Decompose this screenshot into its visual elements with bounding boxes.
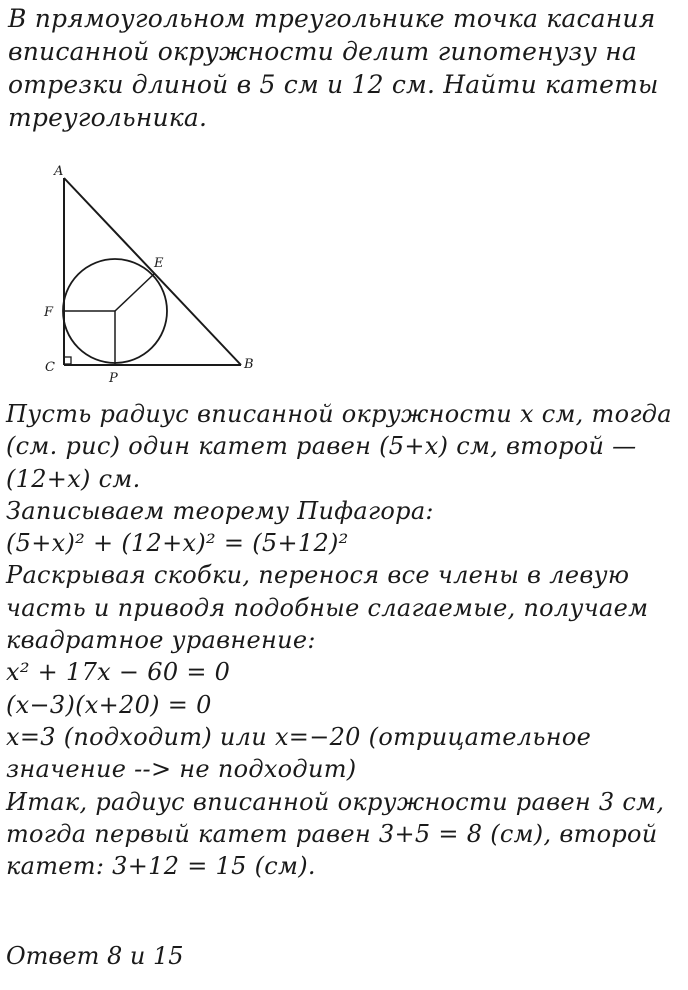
solution-line: Раскрывая скобки, перенося все члены в левую [6,561,630,590]
solution-line: часть и приводя подобные слагаемые, получаем [6,593,649,622]
label-b: B [244,357,254,372]
problem-line: вписанной окружности делит гипотенузу на [8,37,637,66]
label-f: F [44,305,54,320]
triangle-figure [38,158,278,394]
solution-line: (12+х) см. [6,464,141,493]
equation-line: (х−3)(х+20) = 0 [6,690,212,719]
problem-line: треугольника. [8,103,208,132]
solution-text [6,398,682,882]
answer-line: Ответ 8 и 15 [6,942,184,970]
equation-line: (5+х)² + (12+х)² = (5+12)² [6,529,349,558]
solution-line: Пусть радиус вписанной окружности х см, тогда [6,400,672,428]
solution-line: Записываем теорему Пифагора: [6,496,434,525]
equation-line: х² + 17х − 60 = 0 [6,658,231,687]
solution-line: (см. рис) один катет равен (5+х) см, второй — [6,432,637,461]
solution-line: х=3 (подходит) или х=−20 (отрицательное [6,722,592,751]
solution-line: Итак, радиус вписанной окружности равен 3 см, [6,787,665,816]
side-ab-hypotenuse [64,178,241,365]
label-p: P [109,371,118,386]
problem-line: отрезки длиной в 5 см и 12 см. Найти катеты [8,70,659,99]
right-angle-marker [64,357,71,364]
problem-statement [8,2,678,134]
problem-line: В прямоугольном треугольнике точка касания [8,4,656,33]
solution-line: квадратное уравнение: [6,626,316,655]
solution-line: тогда первый катет равен 3+5 = 8 (см), второй [6,819,658,848]
solution-line: значение --> не подходит) [6,755,357,784]
radius-to-e [115,274,154,311]
label-e: E [154,256,164,271]
label-a: A [54,164,64,179]
label-c: C [45,360,55,375]
solution-line: катет: 3+12 = 15 (см). [6,852,316,881]
